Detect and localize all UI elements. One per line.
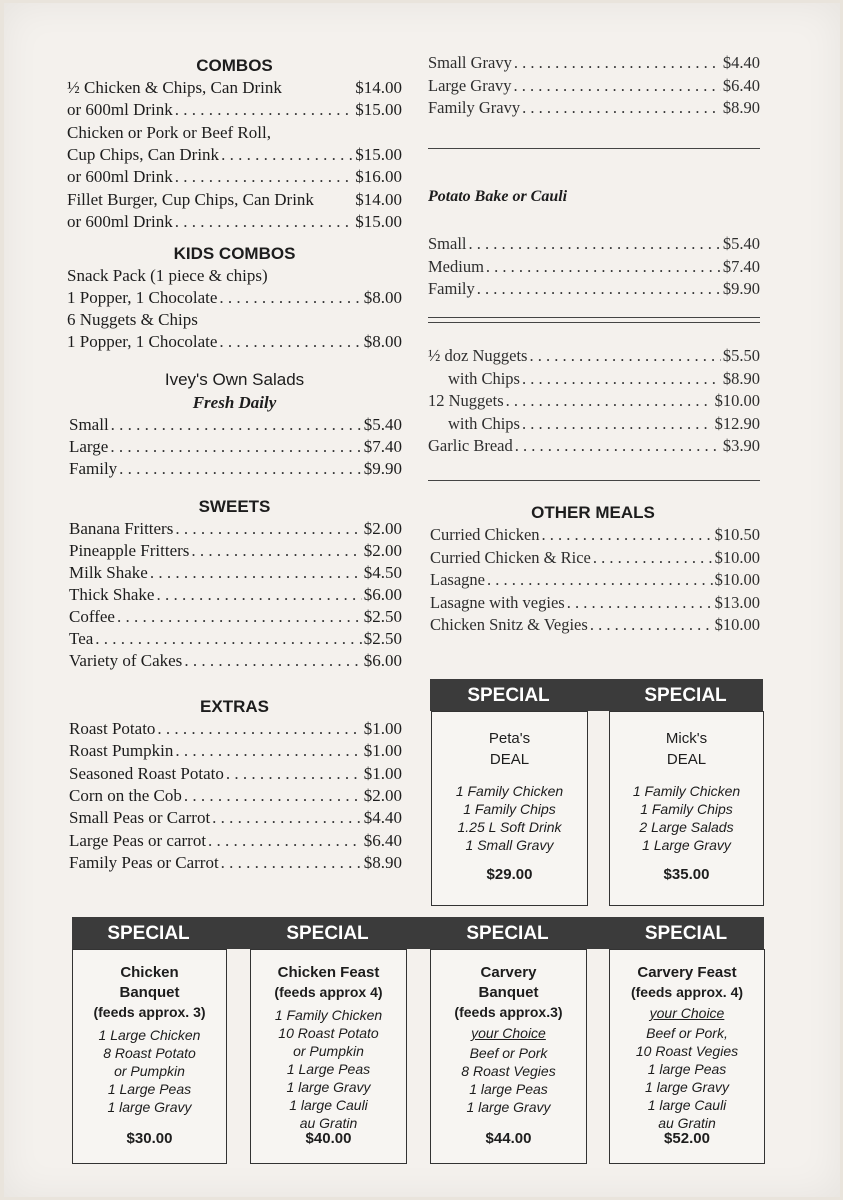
combos-item-price: $14.00 [355,78,402,97]
other-item-price: $10.50 [714,525,760,544]
divider [428,480,760,481]
dot-leader [477,279,721,299]
deal-item: 1 large Gravy [644,1079,730,1095]
kids-combos-heading: KIDS COMBOS [173,244,296,263]
extras-item-price: $2.00 [363,785,402,805]
gravy-item-name: Large Gravy [428,75,512,95]
dot-leader [110,437,361,457]
deal-title: Banquet [119,984,180,1001]
dot-leader [117,607,362,627]
deal-item: 1 large Gravy [286,1079,371,1095]
kids-row [67,266,402,286]
combos-row [67,100,402,120]
salads-item-name: Large [69,437,109,456]
dot-leader [175,212,353,232]
extras-item-price: $1.00 [363,763,402,783]
dot-leader [514,76,721,96]
salads-row [69,437,402,457]
sweets-item-name: Coffee [69,607,115,626]
dot-leader [522,369,721,389]
bake-row [428,279,760,299]
gravy-item-price: $8.90 [722,98,760,117]
kids-item-price: $8.00 [363,332,402,351]
combos-row [67,167,402,187]
nuggets-item-name: with Chips [448,413,520,433]
extras-row [69,808,402,828]
sweets-item-name: Thick Shake [69,585,155,604]
other-meals-heading: OTHER MEALS [531,503,655,522]
extras-item-name: Small Peas or Carrot [69,808,211,828]
special-label: SPECIAL [466,923,549,944]
combos-row [67,78,402,98]
nuggets-item-price: $10.00 [714,391,760,410]
salads-subheading: Fresh Daily [192,393,277,412]
other-row [430,615,760,635]
gravy-item-name: Small Gravy [428,53,512,72]
combos-item-price: $15.00 [355,100,402,120]
deal-item: 8 Roast Potato [103,1045,196,1061]
bake-row [428,257,760,277]
deal-item: 1 large Peas [647,1061,727,1077]
combos-item-name: or 600ml Drink [67,100,173,120]
kids-item-name: 6 Nuggets & Chips [67,310,198,329]
sweets-item-price: $6.00 [363,585,402,604]
dot-leader [487,570,713,590]
deal-item: 1 Family Chips [640,801,733,817]
deal-title: (feeds approx 4) [274,984,383,1000]
extras-item-name: Large Peas or carrot [69,830,207,850]
deal-price: $30.00 [126,1130,173,1147]
dot-leader [226,764,362,784]
nuggets-row [428,436,760,456]
dot-leader [469,234,721,254]
deal-item: au Gratin [299,1115,358,1131]
gravy-row [428,76,760,96]
other-item-name: Chicken Snitz & Vegies [430,615,588,634]
nuggets-row [428,346,760,366]
nuggets-item-name: ½ doz Nuggets [428,346,528,365]
deal-item: au Gratin [658,1115,716,1131]
nuggets-item-price: $8.90 [722,368,760,388]
divider [428,148,760,149]
extras-row [69,764,402,784]
nuggets-row [428,391,760,411]
dot-leader [191,541,361,561]
kids-row [67,288,402,308]
bake-item-price: $7.40 [722,256,760,276]
deal-price: $44.00 [485,1130,532,1147]
gravy-row [428,98,760,118]
special-label: SPECIAL [286,923,369,944]
deal-price: $35.00 [663,866,710,883]
combos-item-name: or 600ml Drink [67,211,173,231]
other-item-name: Lasagne [430,570,485,589]
combos-item-price: $15.00 [355,211,402,231]
dot-leader [590,615,713,635]
nuggets-item-name: Garlic Bread [428,436,513,455]
deal-title: (feeds approx. 3) [93,1004,206,1020]
special-label: SPECIAL [644,685,727,706]
dot-leader [567,593,713,613]
dot-leader [542,525,713,545]
nuggets-row [428,369,760,389]
dot-leader [95,629,361,649]
combos-item-name: Chicken or Pork or Beef Roll, [67,122,271,142]
deal-choice-note: your Choice [471,1025,546,1041]
other-row [430,548,760,568]
extras-item-name: Roast Pumpkin [69,741,174,761]
deal-item: 1 large Cauli [647,1097,727,1113]
special-deal-box [430,949,587,1164]
sweets-row [69,651,402,671]
nuggets-row [428,414,760,434]
dot-leader [175,519,361,539]
deal-item: 1.25 L Soft Drink [457,819,562,835]
deal-item: 1 Small Gravy [465,837,554,853]
salads-item-price: $7.40 [363,437,402,456]
salads-item-name: Family [69,459,118,478]
sweets-row [69,541,402,561]
combos-item-name: Fillet Burger, Cup Chips, Can Drink [67,189,314,209]
sweets-item-name: Tea [69,629,94,648]
extras-row [69,741,402,761]
deal-item: 10 Roast Potato [278,1025,379,1041]
extras-item-price: $1.00 [363,741,402,761]
sweets-item-price: $2.00 [363,519,402,538]
kids-item-name: Snack Pack (1 piece & chips) [67,266,268,285]
divider [428,317,760,318]
deal-item: or Pumpkin [114,1063,185,1079]
combos-row [67,123,402,143]
special-deal-box [250,949,407,1164]
kids-item-price: $8.00 [363,288,402,307]
dot-leader [593,548,713,568]
combos-item-name: Cup Chips, Can Drink [67,144,220,164]
deal-item: 1 large Cauli [289,1097,368,1113]
extras-row [69,853,402,873]
dot-leader [522,98,721,118]
deal-title: Banquet [478,984,539,1001]
dot-leader [219,288,361,308]
other-item-price: $13.00 [714,592,760,612]
extras-item-price: $1.00 [363,719,402,738]
deal-title: Chicken [120,964,179,981]
deal-item: 1 Family Chicken [455,783,564,799]
dot-leader [150,563,362,583]
other-item-price: $10.00 [714,615,760,634]
deal-price: $29.00 [486,866,533,883]
gravy-item-price: $4.40 [722,53,760,72]
deal-item: 1 Family Chips [463,801,556,817]
deal-price: $40.00 [305,1130,352,1147]
other-row [430,570,760,590]
gravy-row [428,53,760,73]
bake-item-name: Small [428,234,467,253]
deal-title: DEAL [666,751,707,768]
dot-leader [486,257,721,277]
dot-leader [514,53,721,73]
deal-item: Beef or Pork, [646,1025,728,1041]
bake-item-name: Family [428,279,475,298]
extras-row [69,786,402,806]
gravy-item-name: Family Gravy [428,98,521,117]
dot-leader [529,346,720,366]
dot-leader [515,436,721,456]
combos-item-price: $16.00 [355,167,402,187]
sweets-item-price: $2.50 [363,629,402,648]
special-deal-box [609,711,764,906]
nuggets-item-name: with Chips [448,368,520,388]
sweets-item-name: Pineapple Fritters [69,541,190,560]
dot-leader [184,786,362,806]
sweets-row [69,563,402,583]
dot-leader [175,167,353,187]
extras-heading: EXTRAS [200,697,269,716]
extras-row [69,831,402,851]
kids-row [67,310,402,330]
salads-item-price: $9.90 [363,459,402,478]
deal-item: Beef or Pork [469,1045,548,1061]
salads-item-price: $5.40 [363,415,402,434]
extras-item-name: Corn on the Cob [69,785,182,805]
dot-leader [175,100,353,120]
deal-price: $52.00 [664,1130,710,1147]
dot-leader [175,741,361,761]
special-label: SPECIAL [467,685,550,706]
deal-item: 1 large Peas [469,1081,548,1097]
salads-row [69,415,402,435]
special-label: SPECIAL [107,923,190,944]
deal-item: 1 Large Peas [286,1061,371,1077]
deal-item: 1 Large Peas [107,1081,192,1097]
extras-item-price: $8.90 [363,852,402,872]
deal-item: 10 Roast Vegies [635,1043,739,1059]
dot-leader [219,332,361,352]
dot-leader [119,459,362,479]
other-item-price: $10.00 [714,547,760,567]
sweets-item-name: Variety of Cakes [69,651,183,670]
deal-choice-note: your Choice [649,1005,725,1021]
salads-heading: Ivey's Own Salads [164,370,305,389]
deal-title: Mick's [665,730,708,747]
deal-title: (feeds approx. 4) [630,984,744,1000]
divider [428,322,760,323]
nuggets-item-name: 12 Nuggets [428,391,504,410]
sweets-heading: SWEETS [198,497,271,516]
kids-item-name: 1 Popper, 1 Chocolate [67,332,218,351]
other-row [430,593,760,613]
combos-item-price: $15.00 [355,144,402,164]
extras-item-name: Roast Potato [69,719,156,738]
combos-item-name: ½ Chicken & Chips, Can Drink [67,78,282,97]
potato-bake-heading: Potato Bake or Cauli [428,188,568,205]
dot-leader [156,585,361,605]
sweets-item-name: Milk Shake [69,563,148,582]
deal-item: or Pumpkin [293,1043,364,1059]
other-item-name: Curried Chicken [430,525,540,544]
bake-item-price: $5.40 [722,234,760,253]
combos-heading: COMBOS [196,56,273,75]
deal-item: 1 Large Gravy [642,837,731,853]
kids-item-name: 1 Popper, 1 Chocolate [67,288,218,307]
nuggets-item-price: $5.50 [722,346,760,365]
special-deal-box [431,711,588,906]
sweets-item-name: Banana Fritters [69,519,174,538]
special-deal-box [609,949,765,1164]
deal-title: Chicken Feast [277,964,380,981]
special-deal-box [72,949,227,1164]
deal-item: 1 Family Chicken [632,783,741,799]
deal-title: Carvery [480,964,537,981]
deal-item: 2 Large Salads [639,819,734,835]
sweets-row [69,585,402,605]
dot-leader [506,391,713,411]
deal-title: DEAL [489,751,530,768]
deal-item: 8 Roast Vegies [461,1063,556,1079]
sweets-item-price: $2.00 [363,541,402,560]
other-item-name: Curried Chicken & Rice [430,547,591,567]
combos-row [67,212,402,232]
dot-leader [184,651,361,671]
sweets-item-price: $2.50 [363,607,402,626]
combos-item-price: $14.00 [355,189,402,209]
deal-title: Peta's [488,730,531,747]
kids-row [67,332,402,352]
bake-row [428,234,760,254]
combos-row [67,190,402,210]
extras-item-price: $6.40 [363,830,402,850]
sweets-row [69,629,402,649]
deal-item: 1 Large Chicken [98,1027,201,1043]
extras-item-name: Family Peas or Carrot [69,852,219,872]
nuggets-item-price: $3.90 [722,436,760,455]
salads-row [69,459,402,479]
extras-item-price: $4.40 [363,808,402,828]
sweets-row [69,607,402,627]
combos-item-name: or 600ml Drink [67,167,173,187]
other-item-name: Lasagne with vegies [430,592,565,612]
dot-leader [522,414,713,434]
bake-item-price: $9.90 [722,279,760,298]
extras-row [69,719,402,739]
bake-item-name: Medium [428,256,484,276]
dot-leader [157,719,361,739]
gravy-item-price: $6.40 [722,75,760,95]
deal-title: (feeds approx.3) [454,1004,563,1020]
dot-leader [111,415,362,435]
dot-leader [221,853,362,873]
dot-leader [212,808,362,828]
extras-item-name: Seasoned Roast Potato [69,763,224,783]
other-row [430,525,760,545]
deal-item: 1 Family Chicken [274,1007,383,1023]
dot-leader [221,145,353,165]
combos-row [67,145,402,165]
salads-item-name: Small [69,415,109,434]
deal-title: Carvery Feast [637,964,737,981]
deal-item: 1 large Gravy [466,1099,551,1115]
sweets-item-price: $6.00 [363,651,402,670]
nuggets-item-price: $12.90 [714,413,760,433]
deal-item: 1 large Gravy [107,1099,192,1115]
dot-leader [208,831,362,851]
sweets-row [69,519,402,539]
sweets-item-price: $4.50 [363,563,402,582]
other-item-price: $10.00 [714,570,760,589]
special-label: SPECIAL [644,923,728,944]
